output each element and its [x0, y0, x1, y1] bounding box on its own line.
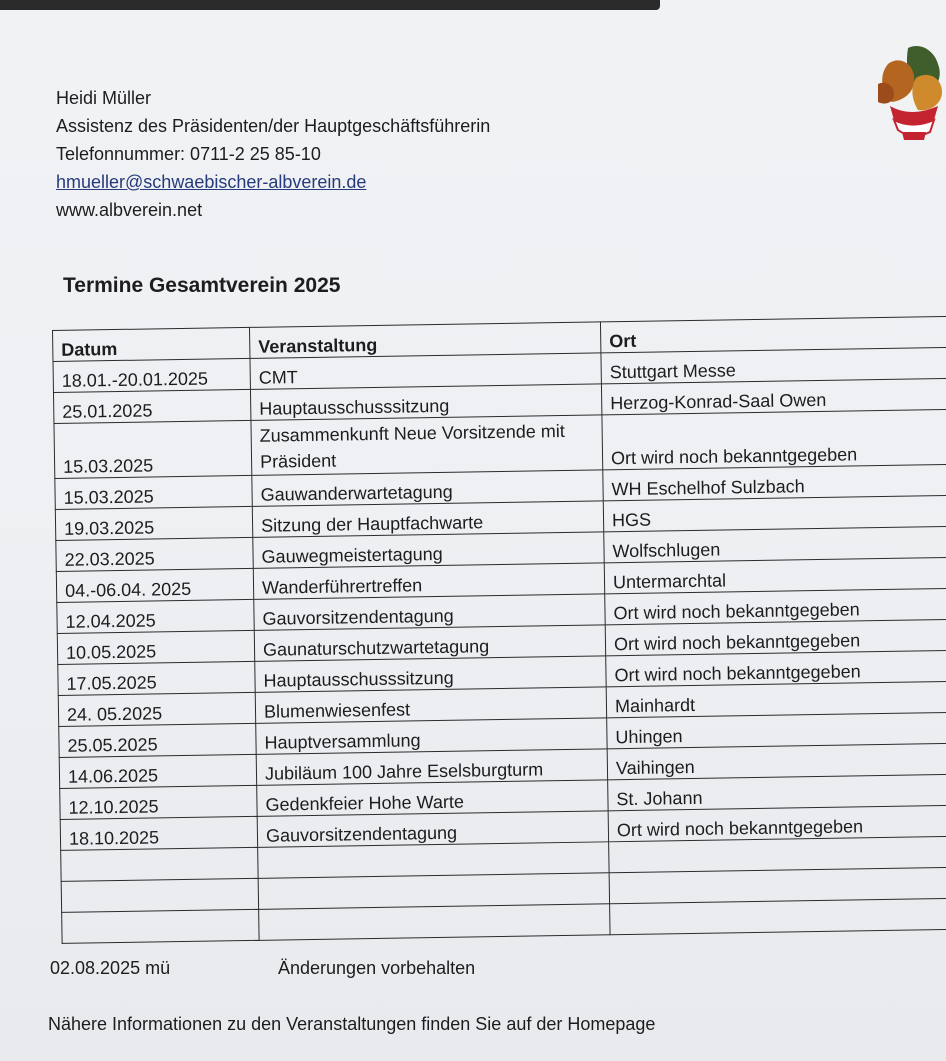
empty-cell — [62, 909, 259, 943]
empty-cell — [61, 847, 258, 881]
sender-phone: Telefonnummer: 0711-2 25 85-10 — [56, 144, 321, 164]
header-datum: Datum — [53, 327, 250, 361]
cell-veranstaltung: Gauvorsitzendentagung — [257, 811, 608, 848]
cell-veranstaltung: Hauptausschusssitzung — [250, 384, 601, 421]
top-edge-bar — [0, 0, 660, 10]
cell-datum: 15.03.2025 — [55, 475, 252, 509]
cell-ort: Ort wird noch bekanntgegeben — [606, 650, 946, 687]
header-ort: Ort — [600, 316, 946, 353]
cell-ort: Mainhardt — [606, 681, 946, 718]
sender-block — [56, 84, 490, 224]
footer-info: Nähere Informationen zu den Veranstaltungen finden Sie auf der Homepage — [48, 1014, 656, 1034]
cell-veranstaltung: Gedenkfeier Hohe Warte — [257, 780, 608, 817]
empty-cell — [259, 904, 610, 941]
cell-datum: 12.10.2025 — [60, 785, 257, 819]
cell-ort: Herzog-Konrad-Saal Owen — [601, 378, 946, 415]
cell-datum: 18.10.2025 — [60, 816, 257, 850]
footer-line — [50, 958, 476, 979]
cell-veranstaltung: Sitzung der Hauptfachwarte — [252, 501, 603, 538]
footer-note: Änderungen vorbehalten — [278, 958, 476, 978]
cell-datum: 15.03.2025 — [54, 420, 252, 478]
cell-datum: 12.04.2025 — [57, 599, 254, 633]
cell-veranstaltung: Hauptausschusssitzung — [255, 656, 606, 693]
cell-veranstaltung: Blumenwiesenfest — [255, 687, 606, 724]
cell-ort: Vaihingen — [607, 743, 946, 780]
empty-cell — [61, 878, 258, 912]
cell-datum: 04.-06.04. 2025 — [56, 568, 253, 602]
cell-datum: 14.06.2025 — [59, 754, 256, 788]
cell-ort: Ort wird noch bekanntgegeben — [608, 805, 946, 842]
cell-veranstaltung: Gaunaturschutzwartetagung — [254, 625, 605, 662]
cell-ort: Untermarchtal — [604, 557, 946, 594]
oak-leaf-emblem-icon — [868, 40, 946, 150]
header-veranstaltung: Veranstaltung — [249, 322, 600, 359]
cell-datum: 10.05.2025 — [57, 630, 254, 664]
page-title: Termine Gesamtverein 2025 — [63, 274, 341, 297]
cell-ort: Ort wird noch bekanntgegeben — [605, 619, 946, 656]
cell-datum: 19.03.2025 — [55, 506, 252, 540]
cell-ort: HGS — [603, 495, 946, 532]
sender-name: Heidi Müller — [56, 88, 152, 108]
cell-veranstaltung: Gauwanderwartetagung — [252, 470, 603, 507]
cell-ort: Ort wird noch bekanntgegeben — [605, 588, 946, 625]
cell-veranstaltung: Hauptversammlung — [256, 718, 607, 755]
cell-ort: Ort wird noch bekanntgegeben — [602, 409, 946, 470]
cell-ort: Wolfschlugen — [604, 526, 946, 563]
cell-veranstaltung: CMT — [250, 353, 601, 390]
cell-datum: 18.01.-20.01.2025 — [53, 358, 250, 392]
cell-datum: 25.01.2025 — [53, 389, 250, 423]
footer-date-stamp: 02.08.2025 mü — [50, 958, 171, 978]
sender-email-link[interactable]: hmueller@schwaebischer-albverein.de — [56, 172, 367, 192]
cell-datum: 24. 05.2025 — [58, 692, 255, 726]
cell-veranstaltung: Wanderführertreffen — [253, 563, 604, 600]
cell-veranstaltung: Gauvorsitzendentagung — [254, 594, 605, 631]
cell-ort: WH Eschelhof Sulzbach — [603, 464, 946, 501]
cell-veranstaltung: Gauwegmeistertagung — [253, 532, 604, 569]
cell-datum: 25.05.2025 — [59, 723, 256, 757]
cell-veranstaltung-text: Zusammenkunft Neue Vorsitzende mit Präsident — [259, 420, 565, 472]
cell-veranstaltung: Jubiläum 100 Jahre Eselsburgturm — [256, 749, 607, 786]
cell-veranstaltung — [251, 415, 603, 476]
sender-website: www.albverein.net — [56, 200, 203, 220]
cell-datum: 22.03.2025 — [56, 537, 253, 571]
cell-datum: 17.05.2025 — [58, 661, 255, 695]
cell-ort: Uhingen — [607, 712, 946, 749]
sender-role: Assistenz des Präsidenten/der Hauptgeschäftsführerin — [56, 116, 491, 136]
empty-cell — [610, 898, 946, 935]
cell-ort: St. Johann — [608, 774, 946, 811]
cell-ort: Stuttgart Messe — [601, 347, 946, 384]
events-table — [52, 316, 946, 944]
